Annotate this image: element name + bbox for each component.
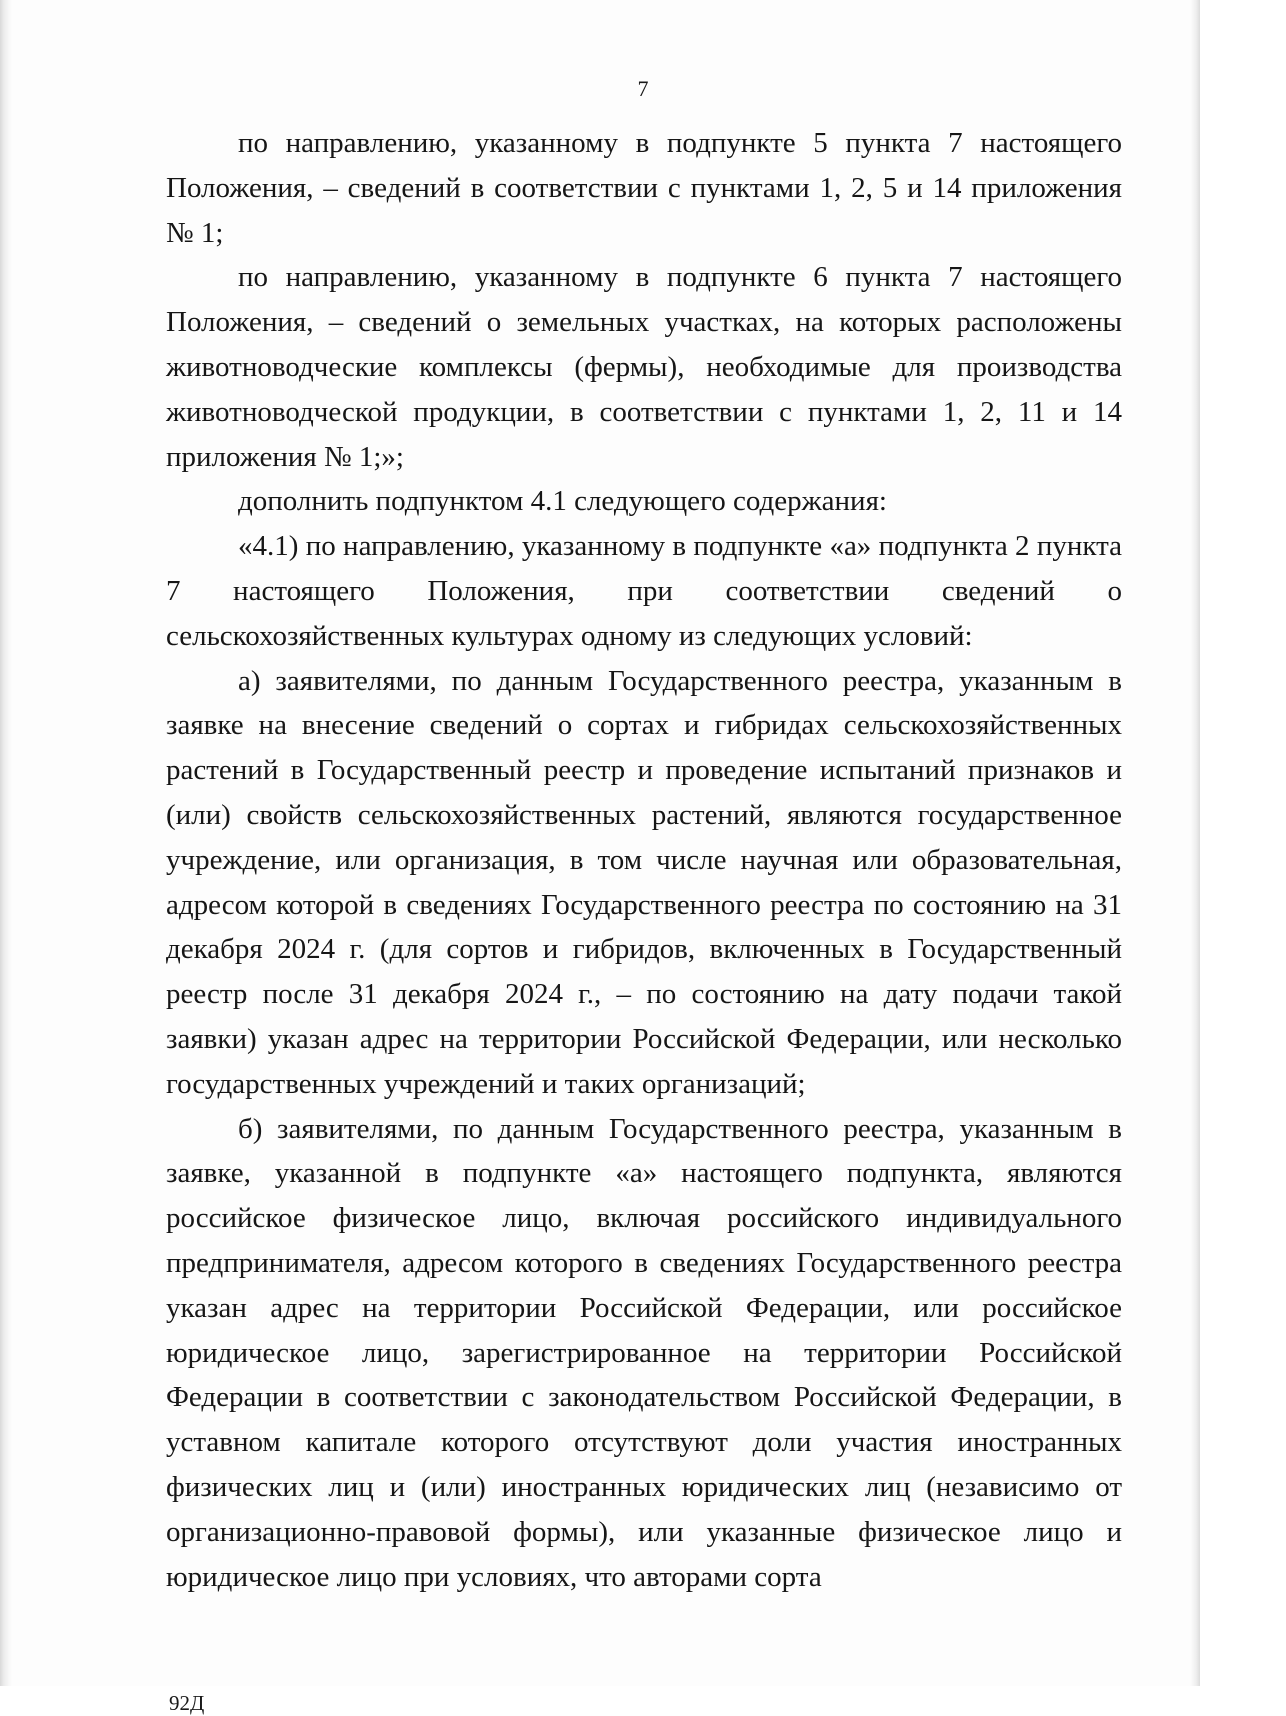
paragraph-condition-a: а) заявителями, по данным Государственного реестра, указанным в заявке на внесение сведений о сортах и гибридах сельскохозяйственных растений в Государственный реестр и проведение испытаний признаков и (или) свойств сельскохозяйственных растений, являются государственное учреждение, или организация, в том числе научная или образовательная, адресом которой в сведениях Государственного реестра по состоянию на 31 декабря 2024 г. (для сортов и гибридов, включенных в Государственный реестр после 31 декабря 2024 г., – по состоянию на дату подачи такой заявки) указан адрес на территории Российской Федерации, или несколько государственных учреждений и таких организаций; bbox=[166, 664, 1122, 1100]
paragraph-subitem-6: по направлению, указанному в подпункте 6 пункта 7 настоящего Положения, – сведений о земельных участках, на которых расположены животноводческие комплексы (фермы), необходимые для производства животноводческой продукции, в соответствии с пунктами 1, 2, 11 и 14 приложения № 1;»; bbox=[166, 261, 1122, 473]
paragraph-amendment-intro: дополнить подпунктом 4.1 следующего содержания: bbox=[238, 485, 887, 518]
document-body bbox=[166, 121, 1122, 1599]
scan-edge-right bbox=[1190, 0, 1200, 1686]
footer-code: 92Д bbox=[169, 1691, 205, 1715]
page-number: 7 bbox=[637, 76, 649, 101]
paragraph-subitem-4-1: «4.1) по направлению, указанному в подпункте «а» подпункта 2 пункта 7 настоящего Положения, при соответствии сведений о сельскохозяйственных культурах одному из следующих условий: bbox=[166, 530, 1122, 652]
paragraph-condition-b: б) заявителями, по данным Государственного реестра, указанным в заявке, указанной в подпункте «а» настоящего подпункта, являются российское физическое лицо, включая российского индивидуального предпринимателя, адресом которого в сведениях Государственного реестра указан адрес на территории Российской Федерации, или российское юридическое лицо, зарегистрированное на территории Российской Федерации в соответствии с законодательством Российской Федерации, в уставном капитале которого отсутствуют доли участия иностранных физических лиц и (или) иностранных юридических лиц (независимо от организационно-правовой формы), или указанные физическое лицо и юридическое лицо при условиях, что авторами сорта bbox=[166, 1112, 1122, 1593]
scan-edge-left bbox=[0, 0, 12, 1686]
paragraph-subitem-5: по направлению, указанному в подпункте 5 пункта 7 настоящего Положения, – сведений в соответствии с пунктами 1, 2, 5 и 14 приложения № 1; bbox=[166, 127, 1122, 249]
